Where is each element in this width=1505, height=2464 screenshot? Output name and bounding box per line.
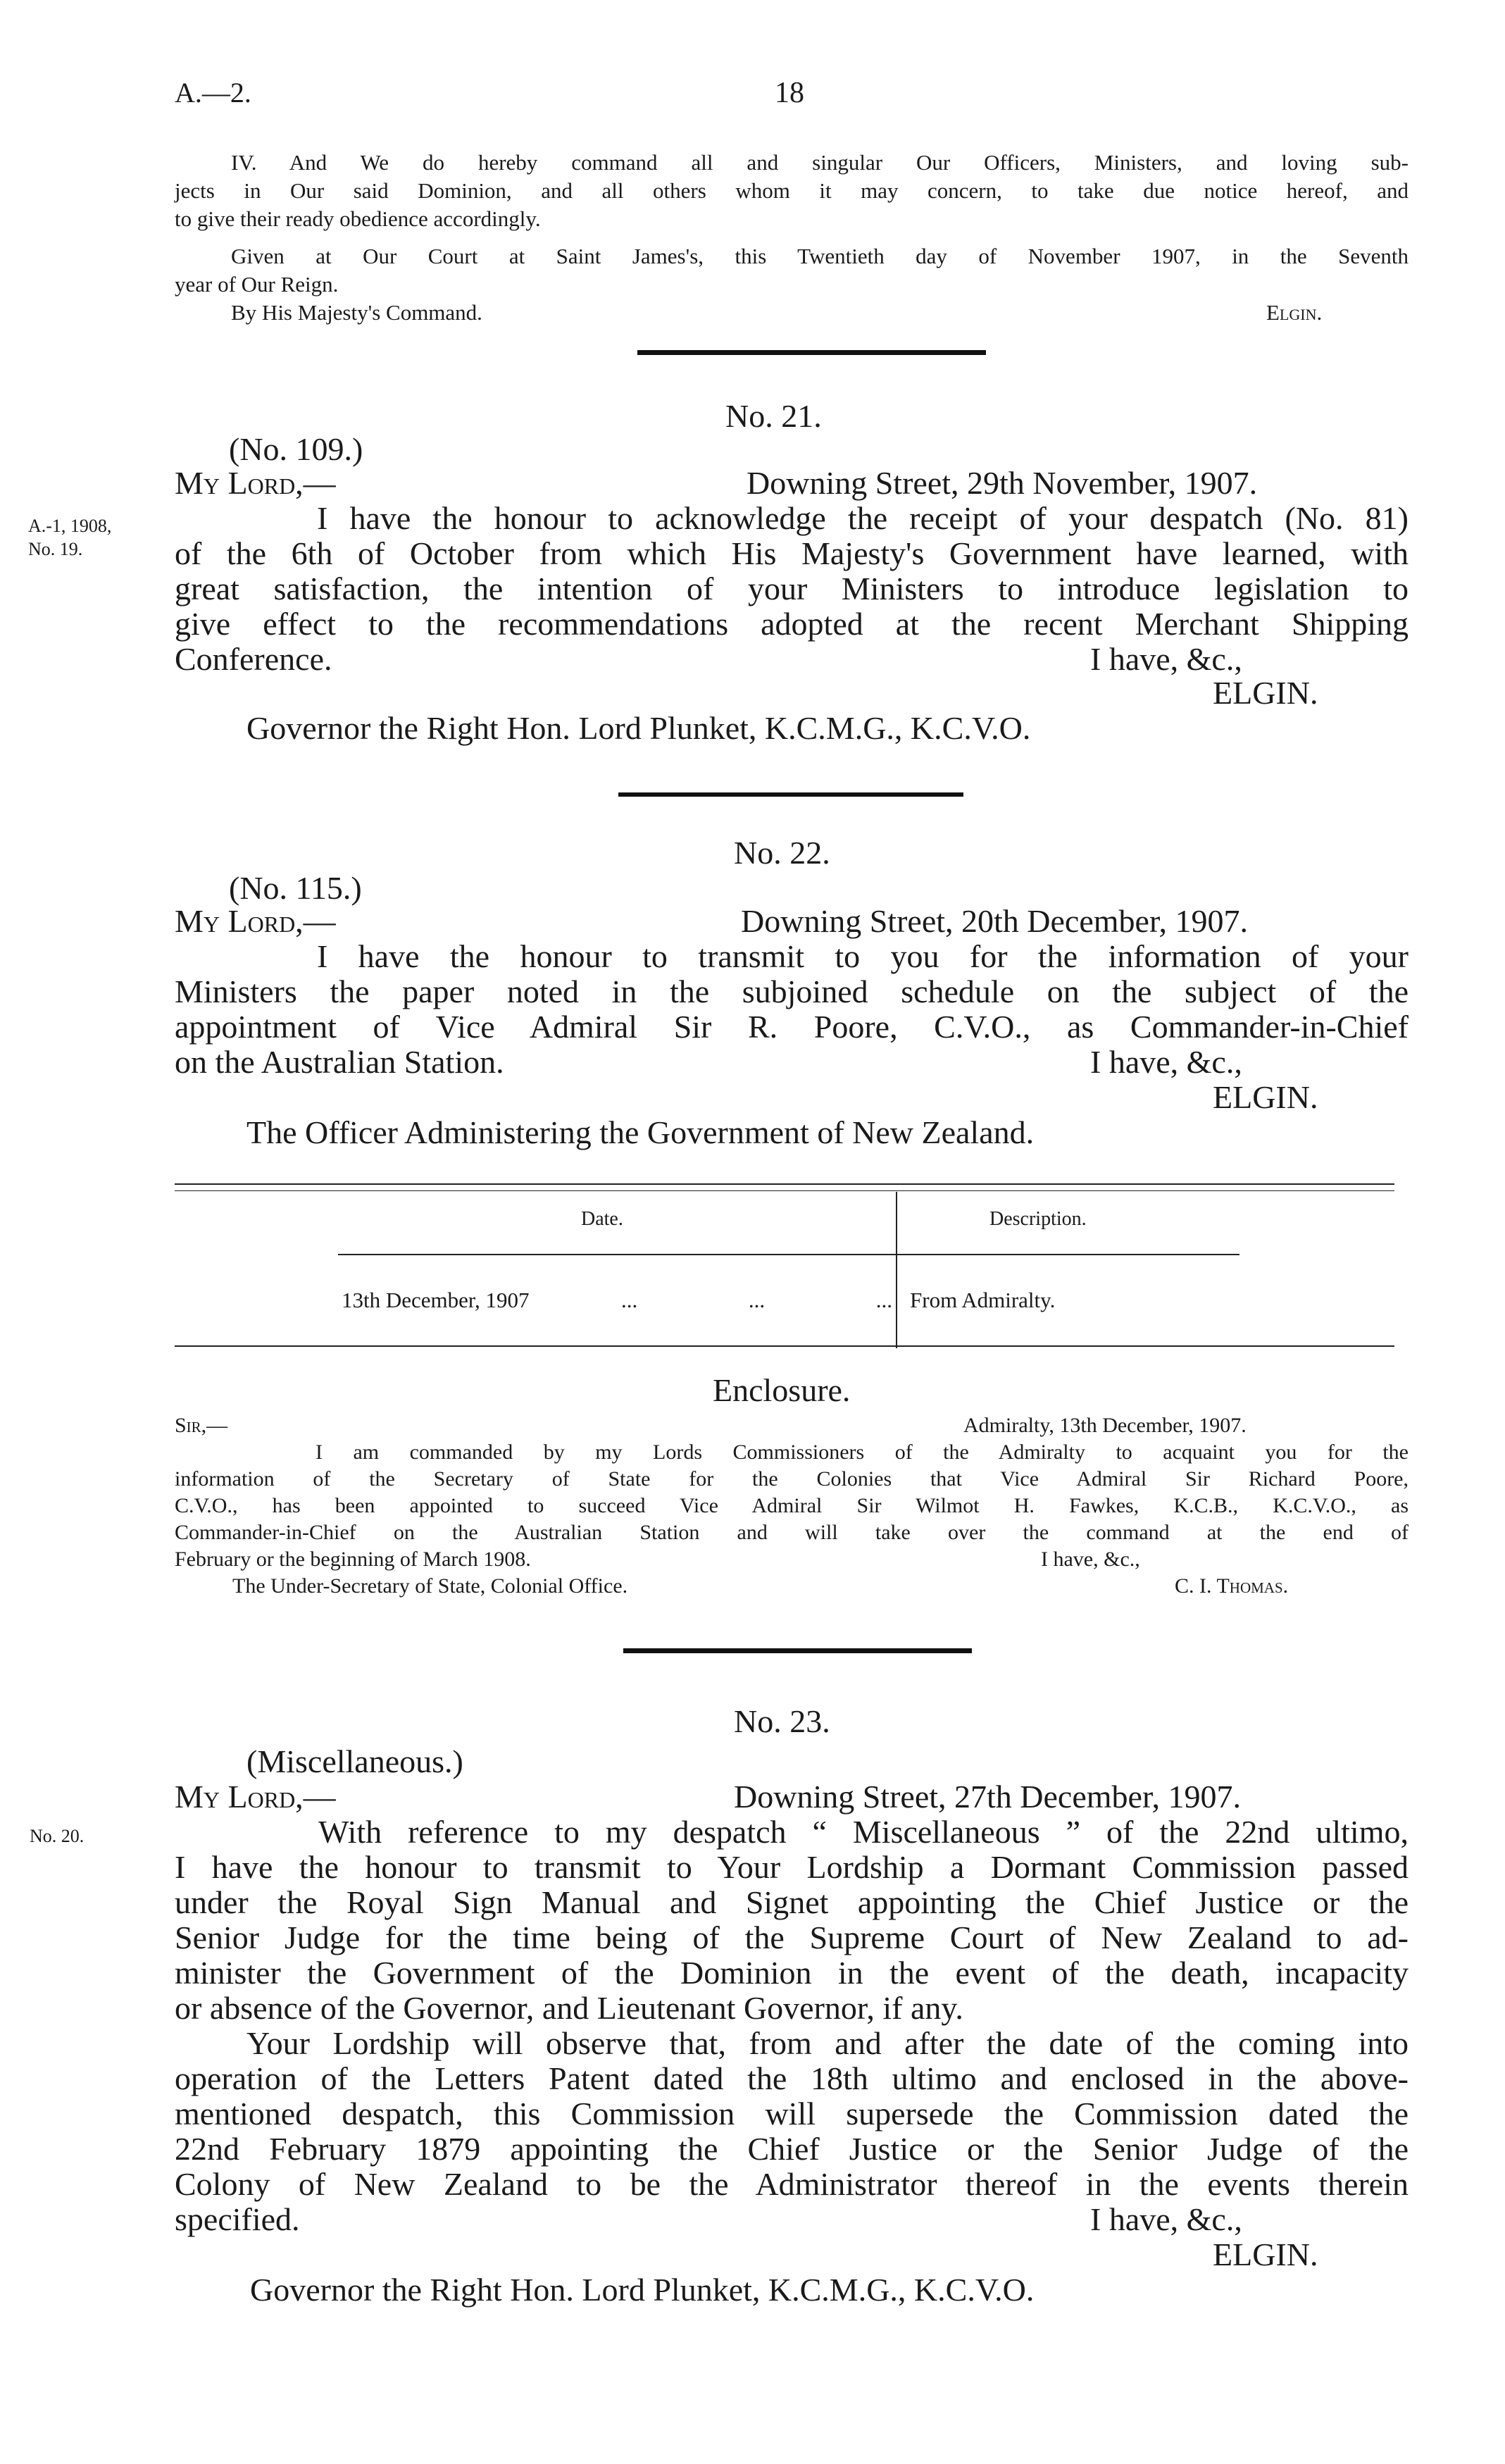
text-line: Your Lordship will observe that, from and after the date of the coming into [246,2025,1409,2061]
signature: ELGIN. [1213,2236,1318,2272]
document-reference: A.—2. [175,77,251,108]
salutation: Sir,— [175,1414,228,1437]
despatch-ref: (No. 115.) [229,870,362,906]
text-line: give effect to the recommendations adopted at the recent Merchant Shipping [175,606,1409,642]
text-line: jects in Our said Dominion, and all others whom it may concern, to take due notice hereof, and [175,178,1409,203]
signature: ELGIN. [1213,1079,1318,1115]
despatch-ref: (No. 109.) [229,431,363,467]
despatch-number: No. 23. [734,1703,830,1739]
text-line: of the 6th of October from which His Majesty's Government have learned, with [175,535,1409,571]
text-line: C.V.O., has been appointed to succeed Vice Admiral Sir Wilmot H. Fawkes, K.C.B., K.C.V.O., as [175,1494,1409,1517]
text-line: Colony of New Zealand to be the Administrator thereof in the events therein [175,2166,1409,2202]
addressee: The Officer Administering the Government of New Zealand. [246,1114,1035,1150]
text-line: IV. And We do hereby command all and singular Our Officers, Ministers, and loving sub- [231,150,1409,175]
table-rule [175,1190,1394,1191]
section-divider [618,792,963,797]
closing: I have, &c., [1090,2201,1242,2237]
addressee: Governor the Right Hon. Lord Plunket, K.C.M.G., K.C.V.O. [246,710,1031,746]
signature: Elgin. [1266,300,1323,325]
text-line: I am commanded by my Lords Commissioners of the Admiralty to acquaint you for the [316,1441,1409,1464]
enclosure-title: Enclosure. [713,1372,851,1408]
addressee: Governor the Right Hon. Lord Plunket, K.C.M.G., K.C.V.O. [250,2272,1035,2308]
salutation: My Lord,— [175,465,336,501]
text-line: specified. [175,2201,300,2237]
text-line: to give their ready obedience accordingly. [175,206,541,231]
text-line: 22nd February 1879 appointing the Chief Justice or the Senior Judge of the [175,2131,1409,2167]
command-line: By His Majesty's Command. [231,300,482,325]
dot-leader: ... ... ... [621,1288,892,1312]
despatch-ref: (Miscellaneous.) [246,1743,463,1779]
closing: I have, &c., [1041,1548,1140,1571]
address-date: Downing Street, 29th November, 1907. [747,465,1258,501]
text-line: appointment of Vice Admiral Sir R. Poore, C.V.O., as Commander-in-Chief [175,1009,1409,1045]
column-header-date: Date. [581,1208,623,1230]
text-line: Senior Judge for the time being of the Supreme Court of New Zealand to ad- [175,1919,1409,1955]
text-line: Ministers the paper noted in the subjoined schedule on the subject of the [175,973,1409,1009]
text-line: minister the Government of the Dominion in the event of the death, incapacity [175,1955,1409,1991]
page-number: 18 [775,77,804,109]
margin-note: A.-1, 1908, [28,516,112,536]
address-date: Downing Street, 20th December, 1907. [741,903,1248,939]
margin-note: No. 20. [30,1826,85,1846]
signature: C. I. Thomas. [1175,1574,1289,1598]
closing: I have, &c., [1090,641,1242,677]
margin-note: No. 19. [28,539,83,559]
column-header-description: Description. [989,1208,1087,1230]
text-line: information of the Secretary of State for the Colonies that Vice Admiral Sir Richard Poore, [175,1467,1409,1491]
text-line: I have the honour to transmit to you for the information of your [317,938,1409,974]
salutation: My Lord,— [175,1779,336,1815]
closing: I have, &c., [1090,1044,1242,1080]
text-line: or absence of the Governor, and Lieutenant Governor, if any. [175,1990,963,2026]
text-line: Commander-in-Chief on the Australian Station and will take over the command at the end of [175,1521,1409,1544]
text-line: mentioned despatch, this Commission will supersede the Commission dated the [175,2096,1409,2132]
text-line: under the Royal Sign Manual and Signet appointing the Chief Justice or the [175,1884,1409,1920]
text-line: With reference to my despatch “ Miscellaneous ” of the 22nd ultimo, [318,1814,1409,1850]
salutation: My Lord,— [175,903,336,939]
table-rule [338,1254,1239,1255]
signature: ELGIN. [1213,675,1318,711]
address-date: Downing Street, 27th December, 1907. [734,1779,1241,1815]
section-divider [623,1648,972,1653]
text-line: Conference. [175,641,332,677]
text-line: year of Our Reign. [175,272,339,297]
addressee: The Under-Secretary of State, Colonial Office. [232,1574,628,1598]
text-line: February or the beginning of March 1908. [175,1548,531,1571]
text-line: I have the honour to acknowledge the receipt of your despatch (No. 81) [317,500,1409,536]
row-description: From Admiralty. [910,1288,1056,1312]
table-rule [175,1183,1394,1185]
row-date: 13th December, 1907 [342,1288,530,1312]
address-date: Admiralty, 13th December, 1907. [963,1414,1247,1437]
table-rule [175,1345,1394,1347]
text-line: I have the honour to transmit to Your Lordship a Dormant Commission passed [175,1849,1409,1885]
despatch-number: No. 21. [725,398,822,434]
column-divider [896,1192,897,1348]
despatch-number: No. 22. [734,835,830,871]
text-line: on the Australian Station. [175,1044,504,1080]
section-divider [637,350,986,355]
text-line: great satisfaction, the intention of your Ministers to introduce legislation to [175,571,1409,606]
text-line: operation of the Letters Patent dated the 18th ultimo and enclosed in the above- [175,2060,1409,2096]
text-line: Given at Our Court at Saint James's, this Twentieth day of November 1907, in the Seventh [231,244,1409,268]
